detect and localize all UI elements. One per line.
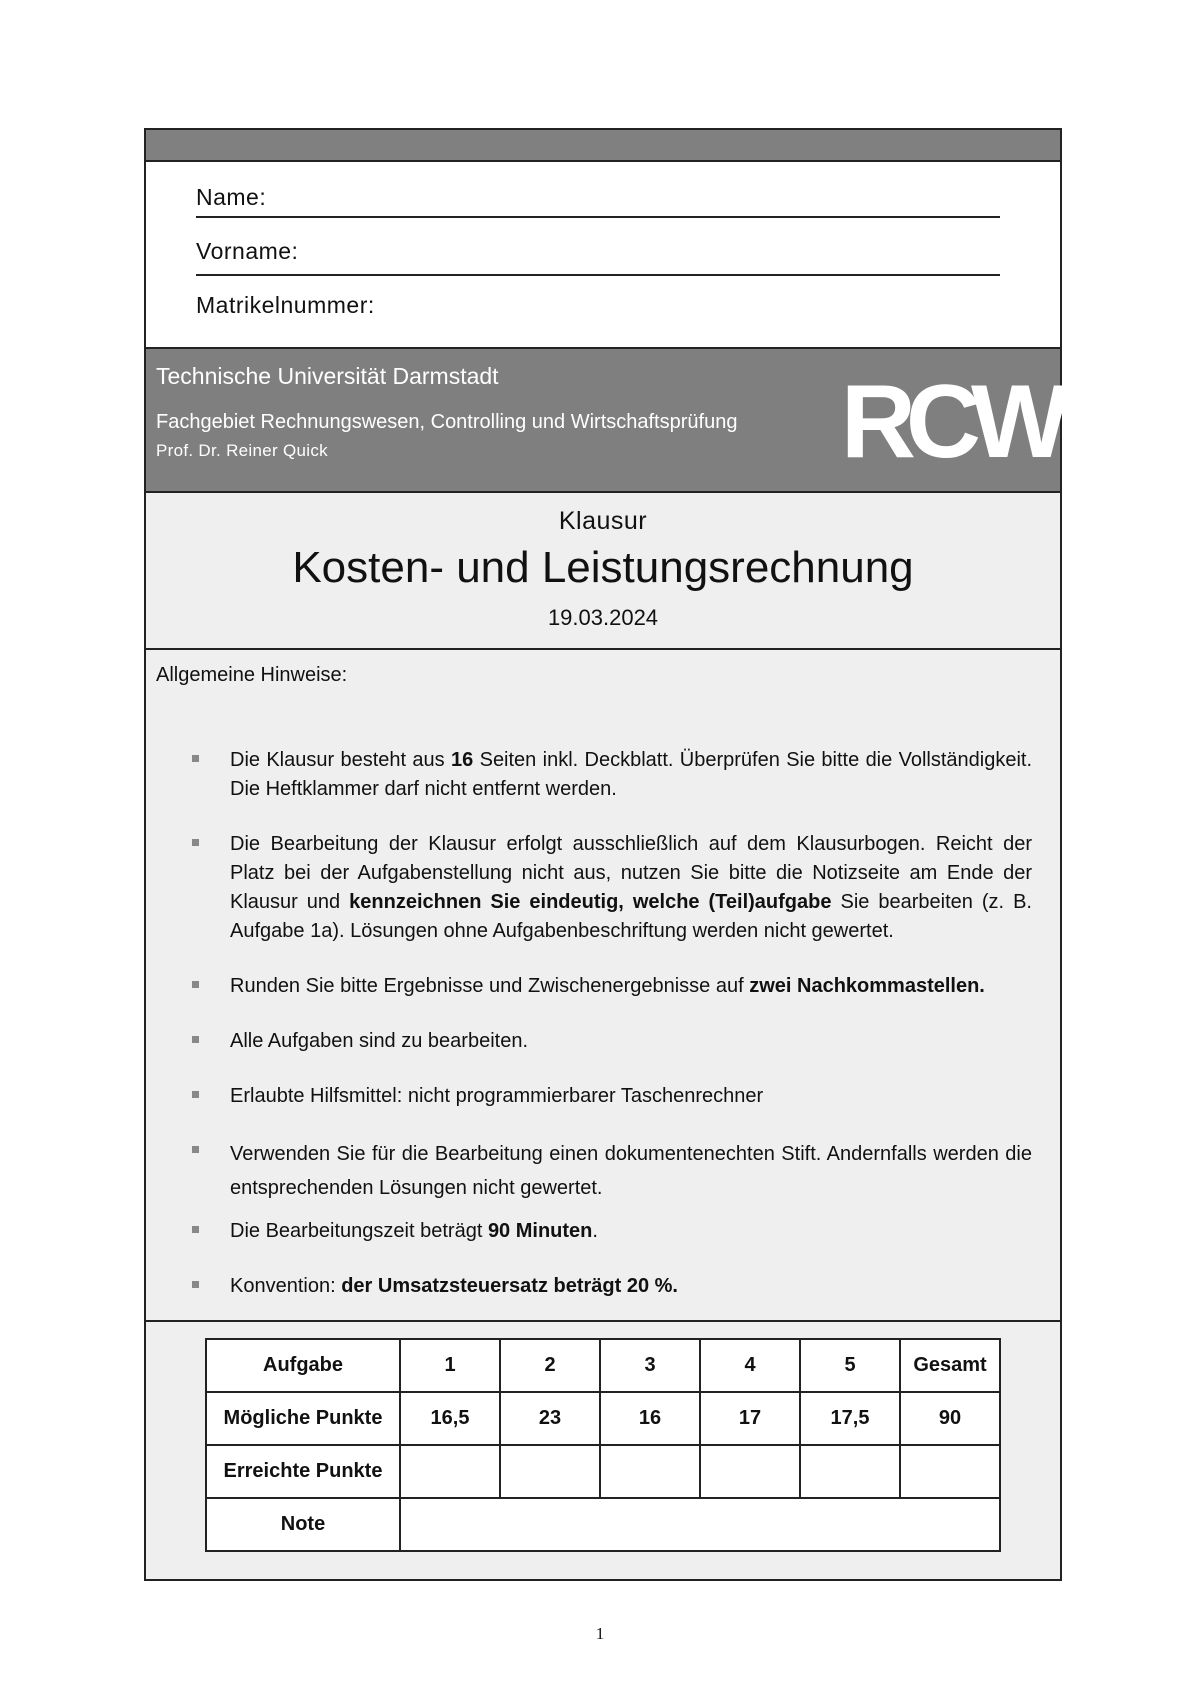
table-cell: 16: [600, 1392, 700, 1445]
table-cell: 16,5: [400, 1392, 500, 1445]
table-cell: 17,5: [800, 1392, 900, 1445]
table-header-cell: Gesamt: [900, 1339, 1000, 1392]
points-table: [205, 1338, 1001, 1552]
bullet-icon: [192, 1281, 199, 1288]
table-cell: 17: [700, 1392, 800, 1445]
grade-label: Note: [206, 1498, 400, 1551]
hints-list: [192, 746, 1032, 1327]
table-header-cell: 2: [500, 1339, 600, 1392]
bullet-icon: [192, 839, 199, 846]
matrikel-label: Matrikelnummer:: [196, 292, 375, 318]
achieved-cell[interactable]: [900, 1445, 1000, 1498]
name-label: Name:: [196, 184, 267, 210]
table-header-cell: 3: [600, 1339, 700, 1392]
general-hints-box: [146, 650, 1060, 1322]
hint-item: Alle Aufgaben sind zu bearbeiten.: [192, 1027, 1032, 1056]
vorname-label: Vorname:: [196, 238, 299, 264]
achieved-cell[interactable]: [800, 1445, 900, 1498]
professor-name: Prof. Dr. Reiner Quick: [156, 441, 328, 460]
table-header-cell: 1: [400, 1339, 500, 1392]
rcw-logo: [840, 364, 1060, 480]
page-number: 1: [595, 1624, 605, 1643]
bullet-icon: [192, 755, 199, 762]
table-row: [206, 1445, 1000, 1498]
possible-points-label: Mögliche Punkte: [206, 1392, 400, 1445]
university-name: Technische Universität Darmstadt: [156, 363, 499, 389]
table-header-cell: Aufgabe: [206, 1339, 400, 1392]
bullet-icon: [192, 1091, 199, 1098]
matrikel-field[interactable]: [196, 292, 1000, 319]
hint-item: Konvention: der Umsatzsteuersatz beträgt 20 %.: [192, 1272, 1032, 1301]
achieved-cell[interactable]: [700, 1445, 800, 1498]
institution-band: [146, 349, 1060, 493]
achieved-cell[interactable]: [400, 1445, 500, 1498]
top-band: [146, 130, 1060, 162]
exam-type: Klausur: [558, 507, 648, 535]
exam-title: Kosten- und Leistungsrechnung: [292, 543, 914, 592]
student-info-box: [146, 162, 1060, 349]
rcw-logo-text: RCW: [840, 364, 1060, 480]
name-field[interactable]: [196, 184, 1000, 218]
hint-item: Die Bearbeitung der Klausur erfolgt ausschließlich auf dem Klausurbogen. Reicht der Platz bei der Aufgabenstellung nicht aus, nutzen Sie bitte die Notizseite am Ende der Klausur und kennzeichnen Sie eindeutig, welche (Teil)aufgabe Sie bearbeiten (z. B. Aufgabe 1a). Lösungen ohne Aufgabenbeschriftung werden nicht gewertet.: [192, 830, 1032, 946]
hint-item: Die Bearbeitungszeit beträgt 90 Minuten.: [192, 1217, 1032, 1246]
bullet-icon: [192, 1226, 199, 1233]
hint-item: Runden Sie bitte Ergebnisse und Zwischenergebnisse auf zwei Nachkommastellen.: [192, 972, 1032, 1001]
hint-item: Erlaubte Hilfsmittel: nicht programmierbarer Taschenrechner: [192, 1082, 1032, 1111]
achieved-cell[interactable]: [500, 1445, 600, 1498]
achieved-points-label: Erreichte Punkte: [206, 1445, 400, 1498]
bullet-icon: [192, 981, 199, 988]
exam-date: 19.03.2024: [547, 605, 659, 630]
table-header-cell: 5: [800, 1339, 900, 1392]
hint-item: Verwenden Sie für die Bearbeitung einen dokumentenechten Stift. Andernfalls werden die entsprechenden Lösungen nicht gewertet.: [192, 1137, 1032, 1205]
bullet-icon: [192, 1146, 199, 1153]
table-row: [206, 1339, 1000, 1392]
table-header-cell: 4: [700, 1339, 800, 1392]
vorname-field[interactable]: [196, 238, 1000, 276]
department-name: Fachgebiet Rechnungswesen, Controlling und Wirtschaftsprüfung: [156, 411, 738, 433]
table-row: [206, 1498, 1000, 1551]
bullet-icon: [192, 1036, 199, 1043]
table-cell: 23: [500, 1392, 600, 1445]
achieved-cell[interactable]: [600, 1445, 700, 1498]
grade-cell[interactable]: [400, 1498, 1000, 1551]
table-row: [206, 1392, 1000, 1445]
hint-item: Die Klausur besteht aus 16 Seiten inkl. Deckblatt. Überprüfen Sie bitte die Vollständigkeit. Die Heftklammer darf nicht entfernt werden.: [192, 746, 1032, 804]
table-cell: 90: [900, 1392, 1000, 1445]
hints-title: Allgemeine Hinweise:: [156, 664, 348, 686]
exam-title-box: [146, 493, 1060, 650]
